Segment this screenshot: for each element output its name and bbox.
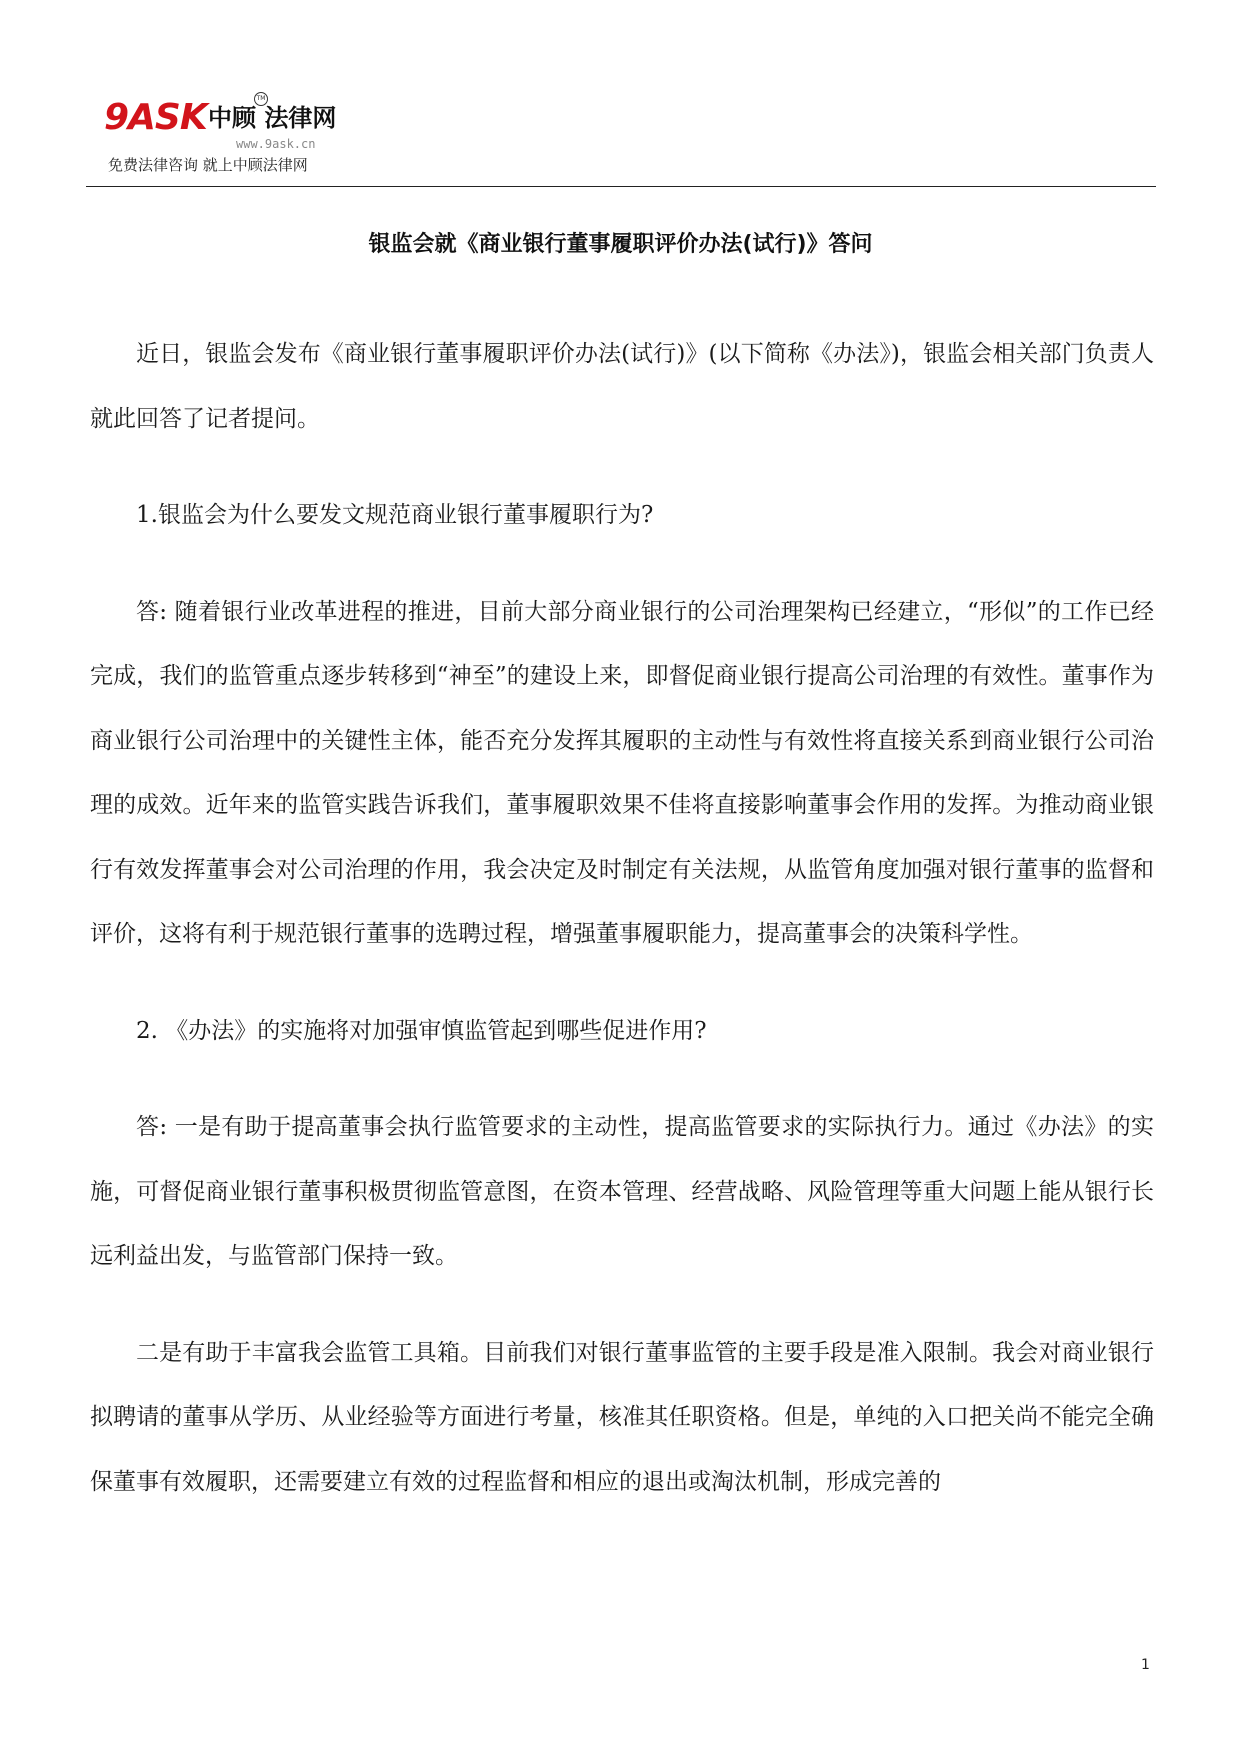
logo-slogan: 免费法律咨询 就上中顾法律网 [108, 156, 308, 174]
logo-mark: 9ASK [104, 97, 207, 138]
answer-1: 答: 随着银行业改革进程的推进，目前大部分商业银行的公司治理架构已经建立，“形似”的工作已经完成，我们的监管重点逐步转移到“神至”的建设上来，即督促商业银行提高公司治理的有效性。董事作为商业银行公司治理中的关键性主体，能否充分发挥其履职的主动性与有效性将直接关系到商业银行公司治理的成效。近年来的监管实践告诉我们，董事履职效果不佳将直接影响董事会作用的发挥。为推动商业银行有效发挥董事会对公司治理的作用，我会决定及时制定有关法规，从监管角度加强对银行董事的监督和评价，这将有利于规范银行董事的选聘过程，增强董事履职能力，提高董事会的决策科学性。 [90, 598, 1154, 947]
site-logo[interactable] [104, 92, 364, 182]
header-divider [86, 186, 1156, 187]
paragraph-intro: 近日，银监会发布《商业银行董事履职评价办法(试行)》(以下简称《办法》)，银监会相关部门负责人就此回答了记者提问。 [90, 341, 1154, 432]
document-title: 银监会就《商业银行董事履职评价办法(试行)》答问 [368, 232, 873, 257]
trademark-icon: TM [254, 92, 268, 106]
question-1: 1.银监会为什么要发文规范商业银行董事履职行为? [136, 502, 654, 528]
logo-site-name: 中顾 法律网 [208, 104, 337, 132]
question-2: 2. 《办法》的实施将对加强审慎监管起到哪些促进作用? [136, 1017, 707, 1044]
answer-2-part-1: 答: 一是有助于提高董事会执行监管要求的主动性，提高监管要求的实际执行力。通过《办法》的实施，可督促商业银行董事积极贯彻监管意图，在资本管理、经营战略、风险管理等重大问题上能从银行长远利益出发，与监管部门保持一致。 [90, 1114, 1154, 1269]
page-number: 1 [1141, 1657, 1150, 1673]
answer-2-part-2: 二是有助于丰富我会监管工具箱。目前我们对银行董事监管的主要手段是准入限制。我会对商业银行拟聘请的董事从学历、从业经验等方面进行考量，核准其任职资格。但是，单纯的入口把关尚不能完全确保董事有效履职，还需要建立有效的过程监督和相应的退出或淘汰机制，形成完善的 [90, 1339, 1154, 1495]
logo-url: www.9ask.cn [236, 137, 316, 151]
document-body [90, 322, 1154, 1546]
